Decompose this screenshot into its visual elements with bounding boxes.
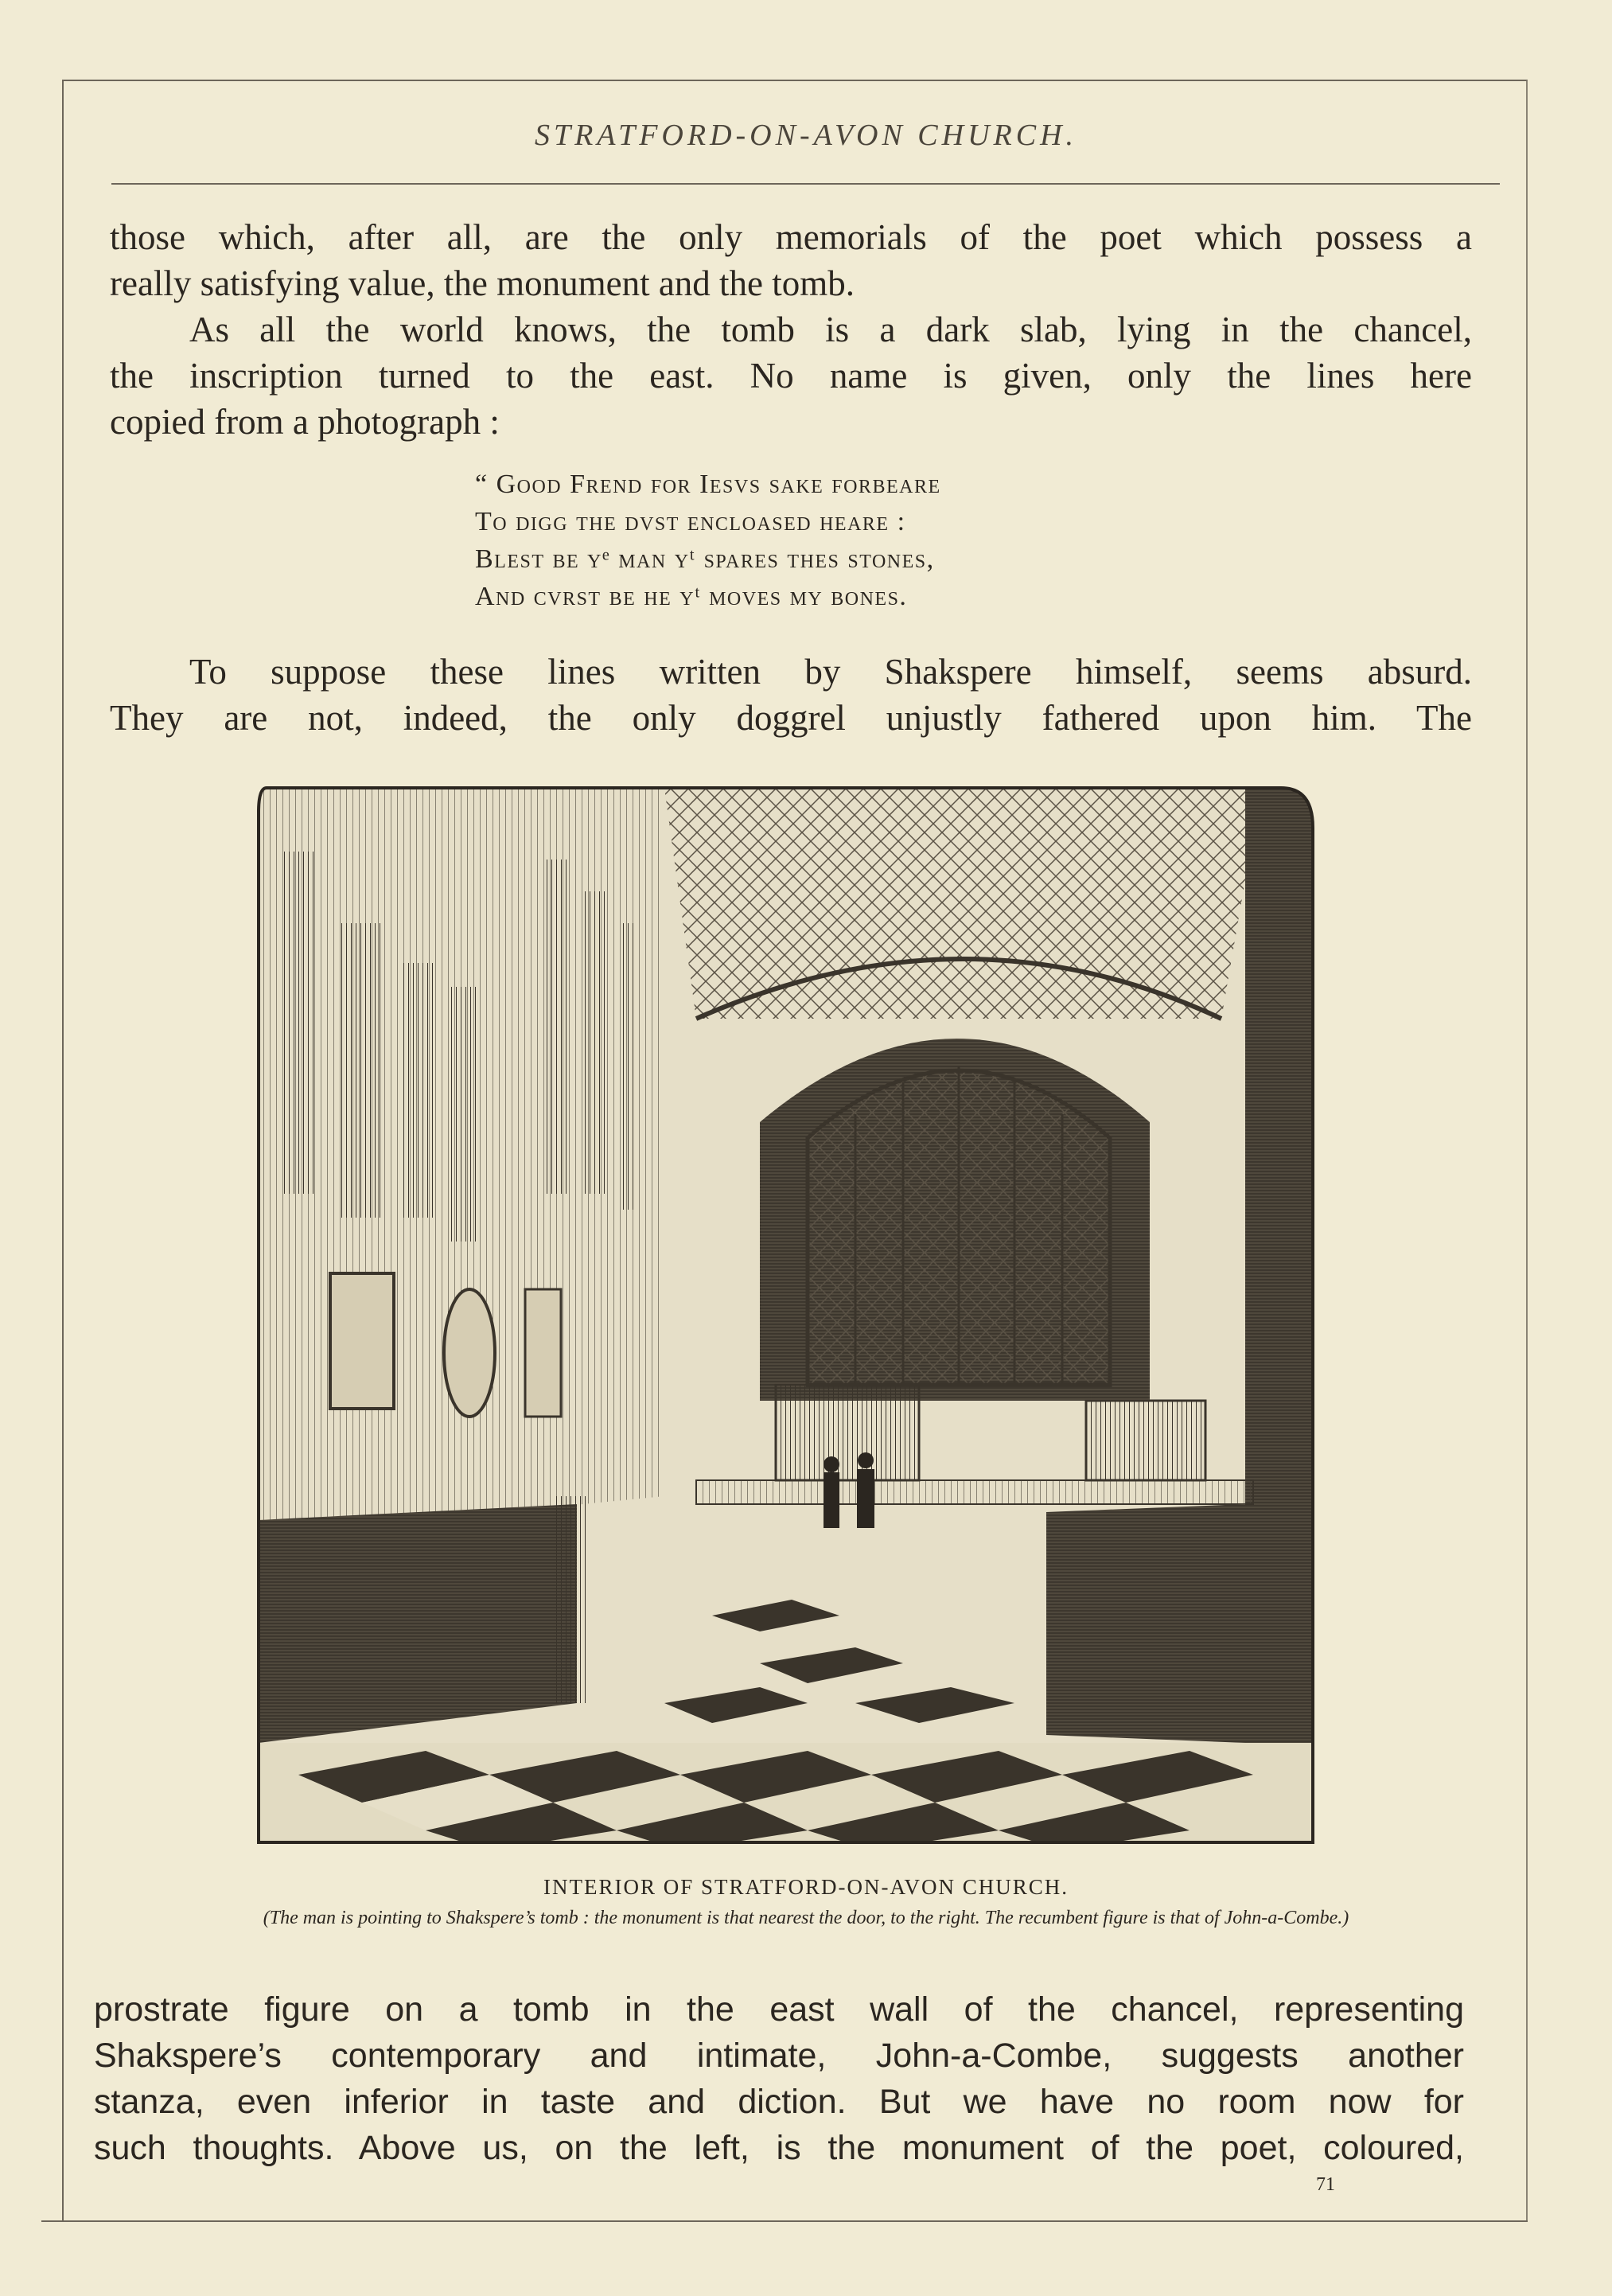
body-line-1: those which, after all, are the only memorials of the poet which possess a <box>110 217 1472 257</box>
body-line-8: prostrate figure on a tomb in the east wall of the chancel, representing <box>94 1990 1464 2029</box>
body-line-10: stanza, even inferior in taste and diction. But we have no room now for <box>94 2083 1464 2121</box>
body-line-9: Shakspere’s contemporary and intimate, John-a-Combe, suggests another <box>94 2037 1464 2075</box>
illustration-caption-note: (The man is pointing to Shakspere’s tomb : the monument is that nearest the door, to the right. The recumbent figure is that of John-a-Combe.) <box>263 1908 1349 1928</box>
body-line-4: the inscription turned to the east. No name is given, only the lines here <box>110 356 1472 396</box>
body-line-6: To suppose these lines written by Shakspere himself, seems absurd. <box>189 652 1472 692</box>
church-interior-engraving <box>251 780 1321 1850</box>
epitaph-inscription <box>475 466 941 615</box>
epitaph-line-1: “ Good Frend for Iesvs sake forbeare <box>475 470 941 499</box>
body-line-5: copied from a photograph : <box>110 402 500 442</box>
header-rule <box>111 183 1500 185</box>
epitaph-line-2: To digg the dvst encloased heare : <box>475 507 906 536</box>
epitaph-line-4: And cvrst be he yᵗ moves my bones. <box>475 582 908 611</box>
body-line-2: really satisfying value, the monument and the tomb. <box>110 263 855 303</box>
running-title: STRATFORD-ON-AVON CHURCH. <box>534 119 1078 152</box>
bottom-rule <box>41 2220 1528 2222</box>
body-line-3: As all the world knows, the tomb is a dark slab, lying in the chancel, <box>189 310 1472 349</box>
epitaph-line-3: Blest be yᵉ man yᵗ spares thes stones, <box>475 544 935 574</box>
body-line-11: such thoughts. Above us, on the left, is the monument of the poet, coloured, <box>94 2129 1464 2167</box>
body-line-7: They are not, indeed, the only doggrel unjustly fathered upon him. The <box>110 698 1472 738</box>
illustration-caption-title: INTERIOR OF STRATFORD-ON-AVON CHURCH. <box>543 1875 1069 1899</box>
page-number: 71 <box>1316 2174 1335 2195</box>
